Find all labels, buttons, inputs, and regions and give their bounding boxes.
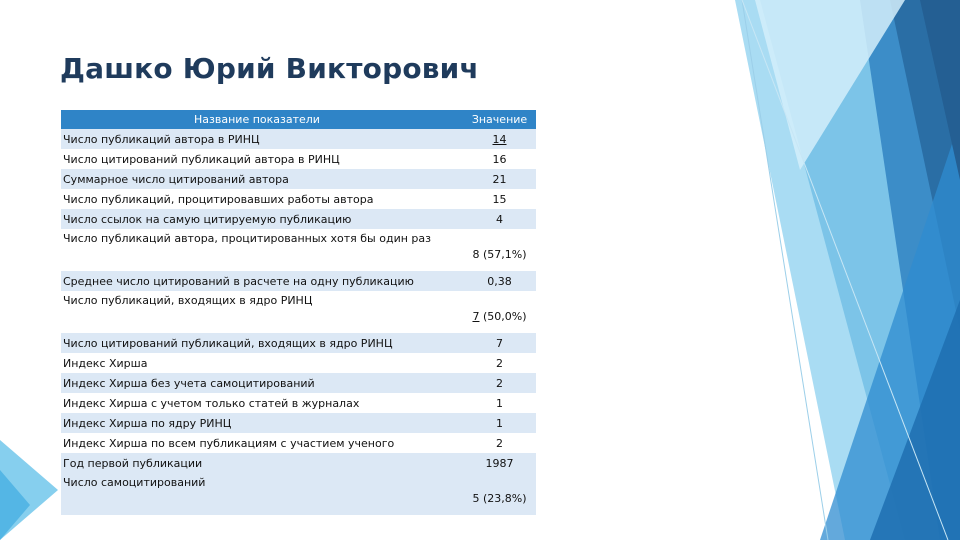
row-label: Год первой публикации bbox=[61, 453, 463, 473]
row-value: 0,38 bbox=[463, 271, 536, 291]
row-label: Число публикаций, входящих в ядро РИНЦ bbox=[61, 291, 463, 333]
row-value: 21 bbox=[463, 169, 536, 189]
row-value: 1 bbox=[463, 393, 536, 413]
row-value: 15 bbox=[463, 189, 536, 209]
row-label: Среднее число цитирований в расчете на одну публикацию bbox=[61, 271, 463, 291]
table-row bbox=[61, 473, 536, 515]
row-label: Индекс Хирша с учетом только статей в журналах bbox=[61, 393, 463, 413]
table-row bbox=[61, 373, 536, 393]
row-label: Число цитирований публикаций, входящих в ядро РИНЦ bbox=[61, 333, 463, 353]
row-value bbox=[463, 291, 536, 333]
row-value-link: 7 bbox=[472, 309, 480, 323]
row-label: Число самоцитирований bbox=[61, 473, 463, 515]
row-value: 8 (57,1%) bbox=[463, 229, 536, 271]
table-header-row bbox=[61, 110, 536, 129]
row-value: 5 (23,8%) bbox=[463, 473, 536, 515]
table-row bbox=[61, 189, 536, 209]
column-header-indicator: Название показатели bbox=[61, 110, 463, 129]
row-value: 2 bbox=[463, 373, 536, 393]
row-value: 7 bbox=[463, 333, 536, 353]
row-label: Индекс Хирша без учета самоцитирований bbox=[61, 373, 463, 393]
table-row bbox=[61, 291, 536, 333]
row-value: 2 bbox=[463, 433, 536, 453]
page-title: Дашко Юрий Викторович bbox=[60, 52, 479, 85]
table-row bbox=[61, 333, 536, 353]
table-row bbox=[61, 271, 536, 291]
row-label: Индекс Хирша bbox=[61, 353, 463, 373]
row-value: 16 bbox=[463, 149, 536, 169]
table-row bbox=[61, 229, 536, 271]
row-value-link: 14 bbox=[492, 132, 507, 146]
column-header-value: Значение bbox=[463, 110, 536, 129]
row-value: 4 bbox=[463, 209, 536, 229]
table-row bbox=[61, 453, 536, 473]
row-label: Число публикаций автора, процитированных хотя бы один раз bbox=[61, 229, 463, 271]
row-value-rest: (50,0%) bbox=[479, 309, 527, 323]
table-row bbox=[61, 149, 536, 169]
row-value bbox=[463, 129, 536, 149]
row-label: Число цитирований публикаций автора в РИНЦ bbox=[61, 149, 463, 169]
table-row bbox=[61, 209, 536, 229]
row-value: 1987 bbox=[463, 453, 536, 473]
row-label: Индекс Хирша по всем публикациям с участием ученого bbox=[61, 433, 463, 453]
row-label: Число публикаций автора в РИНЦ bbox=[61, 129, 463, 149]
row-label: Число ссылок на самую цитируемую публикацию bbox=[61, 209, 463, 229]
indicators-table bbox=[61, 110, 536, 515]
table-row bbox=[61, 169, 536, 189]
table-row bbox=[61, 129, 536, 149]
row-label: Число публикаций, процитировавших работы автора bbox=[61, 189, 463, 209]
row-label: Суммарное число цитирований автора bbox=[61, 169, 463, 189]
row-value: 2 bbox=[463, 353, 536, 373]
row-label: Индекс Хирша по ядру РИНЦ bbox=[61, 413, 463, 433]
table-row bbox=[61, 433, 536, 453]
table-row bbox=[61, 393, 536, 413]
table-row bbox=[61, 353, 536, 373]
row-value: 1 bbox=[463, 413, 536, 433]
table-row bbox=[61, 413, 536, 433]
